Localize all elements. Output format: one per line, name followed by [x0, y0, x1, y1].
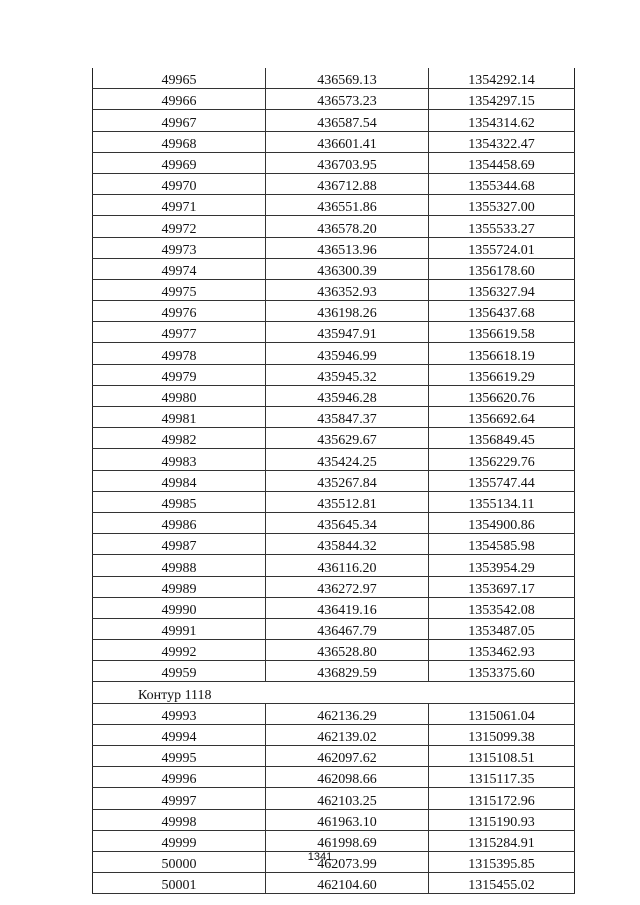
point-number-cell: 49990 [93, 597, 266, 618]
point-number-cell: 49978 [93, 343, 266, 364]
x-coordinate-cell: 435424.25 [266, 449, 429, 470]
table-row [93, 407, 575, 428]
x-coordinate-cell: 436829.59 [266, 661, 429, 682]
y-coordinate-cell: 1356327.94 [429, 279, 575, 300]
x-coordinate-cell: 436712.88 [266, 173, 429, 194]
x-coordinate-cell: 436198.26 [266, 301, 429, 322]
table-row [93, 640, 575, 661]
point-number-cell: 49986 [93, 512, 266, 533]
table-row [93, 873, 575, 894]
point-number-cell: 49992 [93, 640, 266, 661]
x-coordinate-cell: 436467.79 [266, 618, 429, 639]
y-coordinate-cell: 1356849.45 [429, 428, 575, 449]
y-coordinate-cell: 1356692.64 [429, 407, 575, 428]
y-coordinate-cell: 1356437.68 [429, 301, 575, 322]
y-coordinate-cell: 1353462.93 [429, 640, 575, 661]
point-number-cell: 49967 [93, 110, 266, 131]
x-coordinate-cell: 436587.54 [266, 110, 429, 131]
y-coordinate-cell: 1315117.35 [429, 767, 575, 788]
table-row [93, 173, 575, 194]
point-number-cell: 49976 [93, 301, 266, 322]
x-coordinate-cell: 435946.99 [266, 343, 429, 364]
contour-header-row [93, 682, 575, 703]
x-coordinate-cell: 436703.95 [266, 152, 429, 173]
point-number-cell: 49991 [93, 618, 266, 639]
x-coordinate-cell: 461998.69 [266, 830, 429, 851]
y-coordinate-cell: 1354585.98 [429, 534, 575, 555]
x-coordinate-cell: 436352.93 [266, 279, 429, 300]
table-row [93, 68, 575, 89]
y-coordinate-cell: 1353697.17 [429, 576, 575, 597]
x-coordinate-cell: 436578.20 [266, 216, 429, 237]
table-row [93, 449, 575, 470]
x-coordinate-cell: 435945.32 [266, 364, 429, 385]
table-row [93, 279, 575, 300]
point-number-cell: 49999 [93, 830, 266, 851]
table-row [93, 301, 575, 322]
point-number-cell: 50000 [93, 851, 266, 872]
point-number-cell: 49996 [93, 767, 266, 788]
table-row [93, 788, 575, 809]
x-coordinate-cell: 436300.39 [266, 258, 429, 279]
table-row [93, 322, 575, 343]
table-row [93, 428, 575, 449]
x-coordinate-cell: 462103.25 [266, 788, 429, 809]
table-row [93, 724, 575, 745]
table-row [93, 809, 575, 830]
y-coordinate-cell: 1315099.38 [429, 724, 575, 745]
table-row [93, 534, 575, 555]
point-number-cell: 49959 [93, 661, 266, 682]
x-coordinate-cell: 435645.34 [266, 512, 429, 533]
point-number-cell: 49981 [93, 407, 266, 428]
x-coordinate-cell: 436551.86 [266, 195, 429, 216]
y-coordinate-cell: 1356178.60 [429, 258, 575, 279]
y-coordinate-cell: 1355747.44 [429, 470, 575, 491]
x-coordinate-cell: 436272.97 [266, 576, 429, 597]
point-number-cell: 49968 [93, 131, 266, 152]
point-number-cell: 49994 [93, 724, 266, 745]
point-number-cell: 49983 [93, 449, 266, 470]
point-number-cell: 49998 [93, 809, 266, 830]
y-coordinate-cell: 1315172.96 [429, 788, 575, 809]
point-number-cell: 49971 [93, 195, 266, 216]
y-coordinate-cell: 1356619.29 [429, 364, 575, 385]
point-number-cell: 49970 [93, 173, 266, 194]
point-number-cell: 49973 [93, 237, 266, 258]
table-row [93, 131, 575, 152]
y-coordinate-cell: 1355724.01 [429, 237, 575, 258]
y-coordinate-cell: 1354322.47 [429, 131, 575, 152]
table-row [93, 89, 575, 110]
x-coordinate-cell: 435844.32 [266, 534, 429, 555]
table-row [93, 195, 575, 216]
table-row [93, 597, 575, 618]
table-row [93, 470, 575, 491]
y-coordinate-cell: 1354292.14 [429, 68, 575, 89]
table-row [93, 385, 575, 406]
table-row [93, 703, 575, 724]
x-coordinate-cell: 435267.84 [266, 470, 429, 491]
x-coordinate-cell: 461963.10 [266, 809, 429, 830]
x-coordinate-cell: 436601.41 [266, 131, 429, 152]
y-coordinate-cell: 1353542.08 [429, 597, 575, 618]
x-coordinate-cell: 435629.67 [266, 428, 429, 449]
point-number-cell: 49989 [93, 576, 266, 597]
table-row [93, 152, 575, 173]
y-coordinate-cell: 1355327.00 [429, 195, 575, 216]
y-coordinate-cell: 1315061.04 [429, 703, 575, 724]
x-coordinate-cell: 435946.28 [266, 385, 429, 406]
table-row [93, 364, 575, 385]
y-coordinate-cell: 1356618.19 [429, 343, 575, 364]
y-coordinate-cell: 1353954.29 [429, 555, 575, 576]
point-number-cell: 49987 [93, 534, 266, 555]
x-coordinate-cell: 436569.13 [266, 68, 429, 89]
x-coordinate-cell: 462098.66 [266, 767, 429, 788]
y-coordinate-cell: 1354900.86 [429, 512, 575, 533]
point-number-cell: 49988 [93, 555, 266, 576]
table-row [93, 512, 575, 533]
table-row [93, 576, 575, 597]
y-coordinate-cell: 1356229.76 [429, 449, 575, 470]
x-coordinate-cell: 436513.96 [266, 237, 429, 258]
x-coordinate-cell: 462139.02 [266, 724, 429, 745]
y-coordinate-cell: 1315190.93 [429, 809, 575, 830]
table-row [93, 216, 575, 237]
table-row [93, 491, 575, 512]
point-number-cell: 49982 [93, 428, 266, 449]
point-number-cell: 49972 [93, 216, 266, 237]
y-coordinate-cell: 1354314.62 [429, 110, 575, 131]
y-coordinate-cell: 1353487.05 [429, 618, 575, 639]
y-coordinate-cell: 1315395.85 [429, 851, 575, 872]
table-row [93, 237, 575, 258]
y-coordinate-cell: 1315284.91 [429, 830, 575, 851]
point-number-cell: 50001 [93, 873, 266, 894]
point-number-cell: 49984 [93, 470, 266, 491]
empty-cell [429, 682, 575, 703]
point-number-cell: 49977 [93, 322, 266, 343]
x-coordinate-cell: 462136.29 [266, 703, 429, 724]
table-row [93, 661, 575, 682]
table-row [93, 343, 575, 364]
y-coordinate-cell: 1356620.76 [429, 385, 575, 406]
empty-cell [266, 682, 429, 703]
x-coordinate-cell: 436116.20 [266, 555, 429, 576]
table-row [93, 830, 575, 851]
x-coordinate-cell: 462104.60 [266, 873, 429, 894]
point-number-cell: 49966 [93, 89, 266, 110]
y-coordinate-cell: 1354297.15 [429, 89, 575, 110]
y-coordinate-cell: 1355134.11 [429, 491, 575, 512]
point-number-cell: 49975 [93, 279, 266, 300]
x-coordinate-cell: 436573.23 [266, 89, 429, 110]
y-coordinate-cell: 1355344.68 [429, 173, 575, 194]
table-row [93, 555, 575, 576]
page-number: 1341 [307, 851, 333, 863]
y-coordinate-cell: 1353375.60 [429, 661, 575, 682]
point-number-cell: 49997 [93, 788, 266, 809]
table-row [93, 618, 575, 639]
point-number-cell: 49980 [93, 385, 266, 406]
point-number-cell: 49965 [93, 68, 266, 89]
point-number-cell: 49969 [93, 152, 266, 173]
x-coordinate-cell: 462097.62 [266, 746, 429, 767]
x-coordinate-cell: 462073.99 [266, 851, 429, 872]
point-number-cell: 49993 [93, 703, 266, 724]
y-coordinate-cell: 1315455.02 [429, 873, 575, 894]
point-number-cell: 49979 [93, 364, 266, 385]
x-coordinate-cell: 435947.91 [266, 322, 429, 343]
y-coordinate-cell: 1354458.69 [429, 152, 575, 173]
table-row [93, 110, 575, 131]
x-coordinate-cell: 436528.80 [266, 640, 429, 661]
x-coordinate-cell: 435847.37 [266, 407, 429, 428]
contour-label: Контур 1118 [93, 682, 266, 703]
point-number-cell: 49995 [93, 746, 266, 767]
y-coordinate-cell: 1355533.27 [429, 216, 575, 237]
coordinates-table [92, 68, 575, 894]
point-number-cell: 49974 [93, 258, 266, 279]
coordinates-table-body [93, 68, 575, 894]
x-coordinate-cell: 436419.16 [266, 597, 429, 618]
table-row [93, 767, 575, 788]
point-number-cell: 49985 [93, 491, 266, 512]
table-row [93, 258, 575, 279]
table-row [93, 746, 575, 767]
y-coordinate-cell: 1356619.58 [429, 322, 575, 343]
x-coordinate-cell: 435512.81 [266, 491, 429, 512]
y-coordinate-cell: 1315108.51 [429, 746, 575, 767]
